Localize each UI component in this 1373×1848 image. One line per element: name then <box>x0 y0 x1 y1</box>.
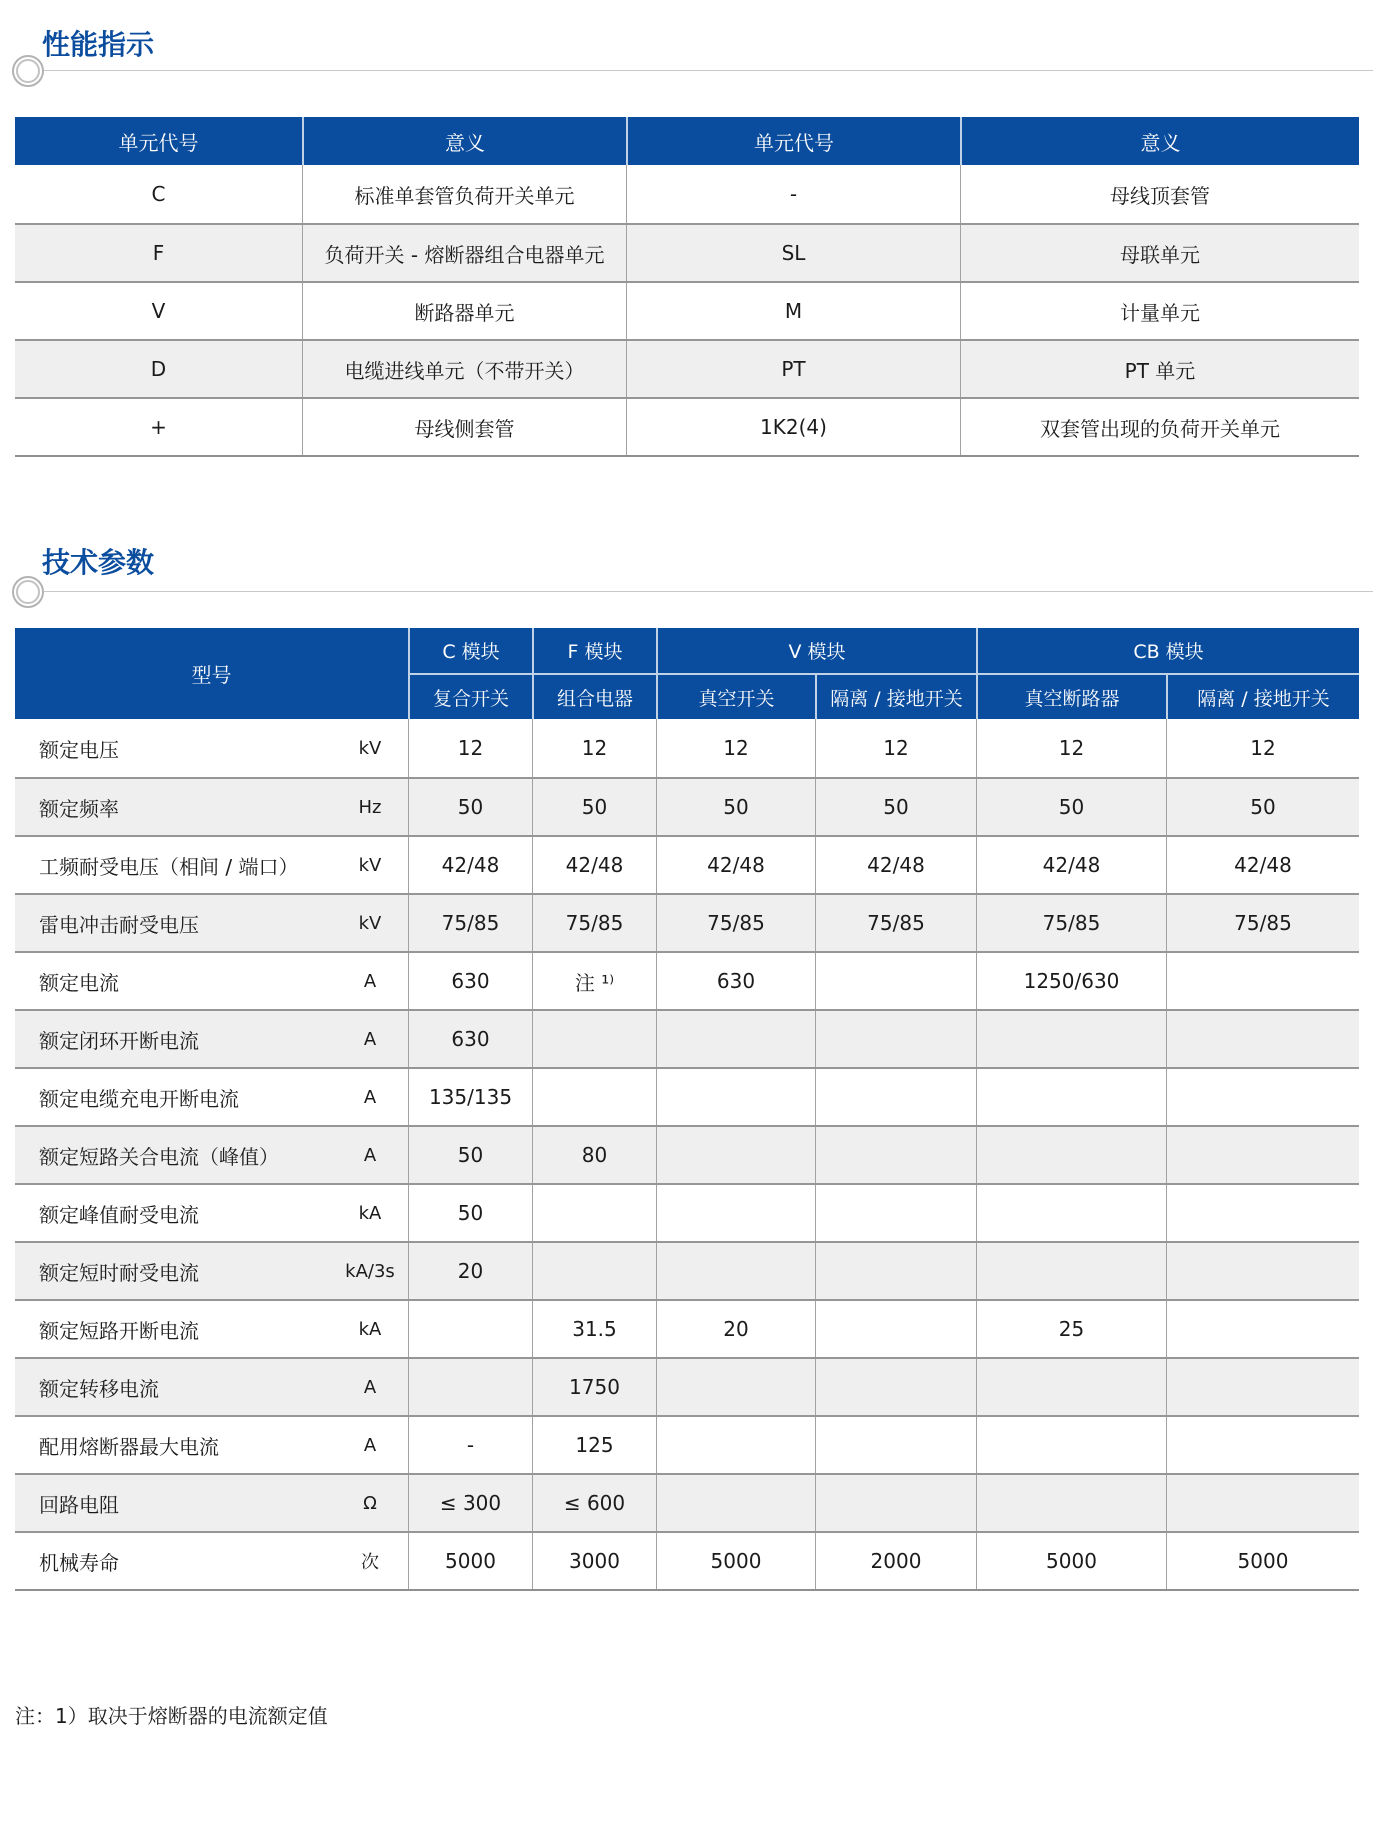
unit-code-cell: C <box>151 182 166 206</box>
parameter-unit: A <box>363 1086 377 1108</box>
parameter-label-cell <box>15 1069 408 1125</box>
parameter-value-cell: 50 <box>408 779 532 835</box>
meaning-cell: 负荷开关 - 熔断器组合电器单元 <box>302 225 626 281</box>
parameter-value-cell: 75/85 <box>1166 895 1359 951</box>
table-row <box>15 165 1359 223</box>
section-ring-icon <box>12 55 44 87</box>
parameter-name: 额定短路开断电流 <box>39 1318 199 1343</box>
parameter-value-cell: 630 <box>656 953 815 1009</box>
parameter-value-cell: 5000 <box>656 1533 815 1589</box>
section-divider-line <box>28 70 1373 71</box>
column-header-unit-code: 单元代号 <box>118 130 199 155</box>
parameter-value-cell: 20 <box>408 1243 532 1299</box>
parameter-value-cell: 31.5 <box>532 1301 656 1357</box>
parameter-value-cell: 80 <box>532 1127 656 1183</box>
meaning-cell: PT 单元 <box>960 341 1359 397</box>
parameter-value-cell <box>1166 1127 1359 1183</box>
parameter-value-cell <box>656 1127 815 1183</box>
parameter-value-cell: 12 <box>976 719 1166 777</box>
parameter-value-cell: 50 <box>815 779 976 835</box>
parameter-name: 额定电压 <box>39 737 119 762</box>
parameter-value-cell: 25 <box>976 1301 1166 1357</box>
parameter-value-cell: 630 <box>408 953 532 1009</box>
parameter-value-cell: 2000 <box>815 1533 976 1589</box>
parameter-value-cell: 1750 <box>532 1359 656 1415</box>
parameter-value-cell: 5000 <box>976 1533 1166 1589</box>
parameter-value-cell <box>815 1243 976 1299</box>
parameter-unit: kA <box>358 1318 382 1340</box>
parameter-value-cell <box>976 1417 1166 1473</box>
parameters-table-body <box>15 719 1359 1591</box>
parameter-value-cell: ≤ 600 <box>532 1475 656 1531</box>
parameters-table-header <box>15 628 1359 719</box>
parameter-label-cell <box>15 895 408 951</box>
parameter-label-cell <box>15 1533 408 1589</box>
parameter-name: 额定峰值耐受电流 <box>39 1202 199 1227</box>
parameter-unit: kV <box>358 912 382 934</box>
table-row <box>15 1183 1359 1241</box>
technical-parameters-table <box>15 628 1359 1591</box>
unit-code-cell: D <box>150 357 167 381</box>
parameter-value-cell: 注 ¹⁾ <box>532 953 656 1009</box>
parameter-value-cell <box>656 1417 815 1473</box>
table-row <box>15 1067 1359 1125</box>
parameter-value-cell <box>1166 1475 1359 1531</box>
meaning-cell: 电缆进线单元（不带开关） <box>302 341 626 397</box>
unit-code-cell: + <box>150 415 167 439</box>
parameter-value-cell <box>815 1069 976 1125</box>
parameter-label-cell <box>15 1011 408 1067</box>
parameter-value-cell: 50 <box>532 779 656 835</box>
footnote: 注：1）取决于熔断器的电流额定值 <box>15 1704 328 1728</box>
parameter-value-cell <box>532 1243 656 1299</box>
unit-code-cell: PT <box>626 341 960 397</box>
parameter-value-cell <box>532 1069 656 1125</box>
parameter-name: 配用熔断器最大电流 <box>39 1434 219 1459</box>
table-row <box>15 835 1359 893</box>
parameter-value-cell <box>656 1011 815 1067</box>
table-row <box>15 1415 1359 1473</box>
parameter-value-cell <box>532 1011 656 1067</box>
parameter-value-cell: 50 <box>408 1185 532 1241</box>
unit-code-cell: V <box>151 299 166 323</box>
parameter-value-cell: 5000 <box>408 1533 532 1589</box>
parameter-value-cell: 5000 <box>1166 1533 1359 1589</box>
parameter-value-cell: 135/135 <box>408 1069 532 1125</box>
parameter-value-cell <box>815 1185 976 1241</box>
parameter-value-cell <box>976 1185 1166 1241</box>
unit-code-cell: 1K2(4) <box>626 399 960 455</box>
parameter-value-cell: 12 <box>815 719 976 777</box>
table-row <box>15 893 1359 951</box>
table-row <box>15 1299 1359 1357</box>
column-header-meaning: 意义 <box>302 117 626 165</box>
parameter-unit: kV <box>358 737 382 759</box>
parameter-value-cell <box>815 1359 976 1415</box>
table-row <box>15 339 1359 397</box>
unit-code-cell: M <box>626 283 960 339</box>
parameter-value-cell <box>815 1301 976 1357</box>
parameter-value-cell <box>656 1185 815 1241</box>
parameter-value-cell: 42/48 <box>976 837 1166 893</box>
parameter-value-cell: 3000 <box>532 1533 656 1589</box>
column-header-model: 型号 <box>191 663 232 687</box>
parameter-name: 工频耐受电压（相间 / 端口） <box>39 854 299 879</box>
parameter-value-cell <box>1166 1417 1359 1473</box>
parameter-value-cell <box>815 1475 976 1531</box>
parameter-value-cell: 50 <box>976 779 1166 835</box>
parameter-name: 额定频率 <box>39 796 119 821</box>
parameter-unit: A <box>363 1376 377 1398</box>
parameter-value-cell <box>815 1127 976 1183</box>
unit-code-cell: - <box>626 165 960 223</box>
parameter-name: 额定短时耐受电流 <box>39 1260 199 1285</box>
parameter-unit: A <box>363 1144 377 1166</box>
parameter-value-cell <box>815 953 976 1009</box>
parameter-value-cell <box>1166 953 1359 1009</box>
parameter-value-cell: 12 <box>1166 719 1359 777</box>
parameter-unit: Hz <box>358 796 382 818</box>
column-header-composite-switch: 复合开关 <box>408 673 532 719</box>
parameter-value-cell: 42/48 <box>408 837 532 893</box>
parameter-unit: kA <box>358 1202 382 1224</box>
parameter-name: 额定闭环开断电流 <box>39 1028 199 1053</box>
parameter-value-cell: 20 <box>656 1301 815 1357</box>
parameter-value-cell <box>656 1475 815 1531</box>
parameter-name: 雷电冲击耐受电压 <box>39 912 199 937</box>
unit-code-cell: SL <box>626 225 960 281</box>
parameter-value-cell: 42/48 <box>656 837 815 893</box>
parameter-value-cell <box>1166 1069 1359 1125</box>
meaning-cell: 母线顶套管 <box>960 165 1359 223</box>
parameter-value-cell: 75/85 <box>408 895 532 951</box>
section-title-performance: 性能指示 <box>42 28 155 61</box>
parameter-value-cell <box>976 1359 1166 1415</box>
parameter-unit: kV <box>358 854 382 876</box>
parameter-label-cell <box>15 1243 408 1299</box>
parameter-label-cell <box>15 1475 408 1531</box>
column-group-f-module: F 模块 <box>532 628 656 673</box>
parameter-value-cell: 42/48 <box>1166 837 1359 893</box>
parameter-value-cell: ≤ 300 <box>408 1475 532 1531</box>
table-row <box>15 777 1359 835</box>
parameter-value-cell <box>976 1475 1166 1531</box>
parameter-value-cell <box>1166 1185 1359 1241</box>
unit-code-table-header <box>15 117 1359 165</box>
parameter-name: 额定电流 <box>39 970 119 995</box>
meaning-cell: 标准单套管负荷开关单元 <box>302 165 626 223</box>
table-row <box>15 1473 1359 1531</box>
table-row <box>15 281 1359 339</box>
parameter-name: 额定转移电流 <box>39 1376 159 1401</box>
parameter-value-cell: 75/85 <box>815 895 976 951</box>
parameter-label-cell <box>15 837 408 893</box>
parameter-value-cell: 1250/630 <box>976 953 1166 1009</box>
parameter-label-cell <box>15 779 408 835</box>
column-header-isolating-earthing-switch: 隔离 / 接地开关 <box>815 673 976 719</box>
table-row <box>15 1357 1359 1415</box>
column-group-cb-module: CB 模块 <box>976 628 1359 673</box>
meaning-cell: 断路器单元 <box>302 283 626 339</box>
parameter-value-cell <box>1166 1011 1359 1067</box>
parameter-label-cell <box>15 1127 408 1183</box>
parameter-value-cell: 42/48 <box>532 837 656 893</box>
parameter-value-cell <box>1166 1301 1359 1357</box>
meaning-cell: 双套管出现的负荷开关单元 <box>960 399 1359 455</box>
table-row <box>15 951 1359 1009</box>
parameter-value-cell <box>976 1243 1166 1299</box>
table-row <box>15 1241 1359 1299</box>
unit-code-table <box>15 117 1359 457</box>
parameter-value-cell <box>656 1069 815 1125</box>
parameter-value-cell: 42/48 <box>815 837 976 893</box>
parameter-value-cell <box>1166 1243 1359 1299</box>
table-row <box>15 1125 1359 1183</box>
parameter-value-cell: 12 <box>656 719 815 777</box>
unit-code-cell: F <box>152 241 165 265</box>
table-row <box>15 1009 1359 1067</box>
parameter-value-cell <box>1166 1359 1359 1415</box>
meaning-cell: 母线侧套管 <box>302 399 626 455</box>
parameter-label-cell <box>15 1417 408 1473</box>
parameter-value-cell <box>408 1301 532 1357</box>
parameter-name: 回路电阻 <box>39 1492 119 1517</box>
parameter-value-cell: 12 <box>408 719 532 777</box>
parameter-value-cell: 75/85 <box>656 895 815 951</box>
column-header-unit-code: 单元代号 <box>626 117 960 165</box>
parameter-value-cell <box>656 1243 815 1299</box>
parameter-value-cell: 50 <box>656 779 815 835</box>
parameter-unit: A <box>363 1434 377 1456</box>
meaning-cell: 计量单元 <box>960 283 1359 339</box>
parameter-label-cell <box>15 1301 408 1357</box>
unit-code-table-body <box>15 165 1359 457</box>
table-row <box>15 223 1359 281</box>
parameter-value-cell <box>656 1359 815 1415</box>
meaning-cell: 母联单元 <box>960 225 1359 281</box>
column-group-v-module: V 模块 <box>656 628 976 673</box>
parameter-value-cell: 630 <box>408 1011 532 1067</box>
table-row <box>15 719 1359 777</box>
section-ring-icon <box>12 576 44 608</box>
parameter-label-cell <box>15 1359 408 1415</box>
column-header-meaning: 意义 <box>960 117 1359 165</box>
column-group-c-module: C 模块 <box>408 628 532 673</box>
parameter-value-cell <box>815 1417 976 1473</box>
parameter-label-cell <box>15 953 408 1009</box>
parameter-value-cell: 12 <box>532 719 656 777</box>
parameter-label-cell <box>15 719 408 777</box>
parameter-unit: A <box>363 1028 377 1050</box>
column-header-isolating-earthing-switch: 隔离 / 接地开关 <box>1166 673 1359 719</box>
parameter-unit: 次 <box>361 1552 379 1573</box>
parameter-value-cell <box>408 1359 532 1415</box>
parameter-unit: Ω <box>363 1492 377 1514</box>
parameter-value-cell <box>532 1185 656 1241</box>
parameter-value-cell <box>815 1011 976 1067</box>
parameter-name: 额定短路关合电流（峰值） <box>39 1144 279 1169</box>
parameter-unit: A <box>363 970 377 992</box>
parameter-value-cell <box>976 1011 1166 1067</box>
parameter-label-cell <box>15 1185 408 1241</box>
column-header-vacuum-breaker: 真空断路器 <box>976 673 1166 719</box>
section-title-parameters: 技术参数 <box>42 546 155 579</box>
parameter-name: 额定电缆充电开断电流 <box>39 1086 239 1111</box>
column-header-combined-apparatus: 组合电器 <box>532 673 656 719</box>
parameter-value-cell: 50 <box>408 1127 532 1183</box>
parameter-unit: kA/3s <box>345 1260 395 1282</box>
parameter-name: 机械寿命 <box>39 1550 119 1575</box>
parameter-value-cell: 50 <box>1166 779 1359 835</box>
parameter-value-cell <box>976 1127 1166 1183</box>
parameter-value-cell: 75/85 <box>976 895 1166 951</box>
table-row <box>15 397 1359 455</box>
parameter-value-cell <box>976 1069 1166 1125</box>
section-divider-line <box>28 591 1373 592</box>
parameter-value-cell: 125 <box>532 1417 656 1473</box>
parameter-value-cell: - <box>408 1417 532 1473</box>
column-header-vacuum-switch: 真空开关 <box>656 673 815 719</box>
table-row <box>15 1531 1359 1589</box>
parameter-value-cell: 75/85 <box>532 895 656 951</box>
